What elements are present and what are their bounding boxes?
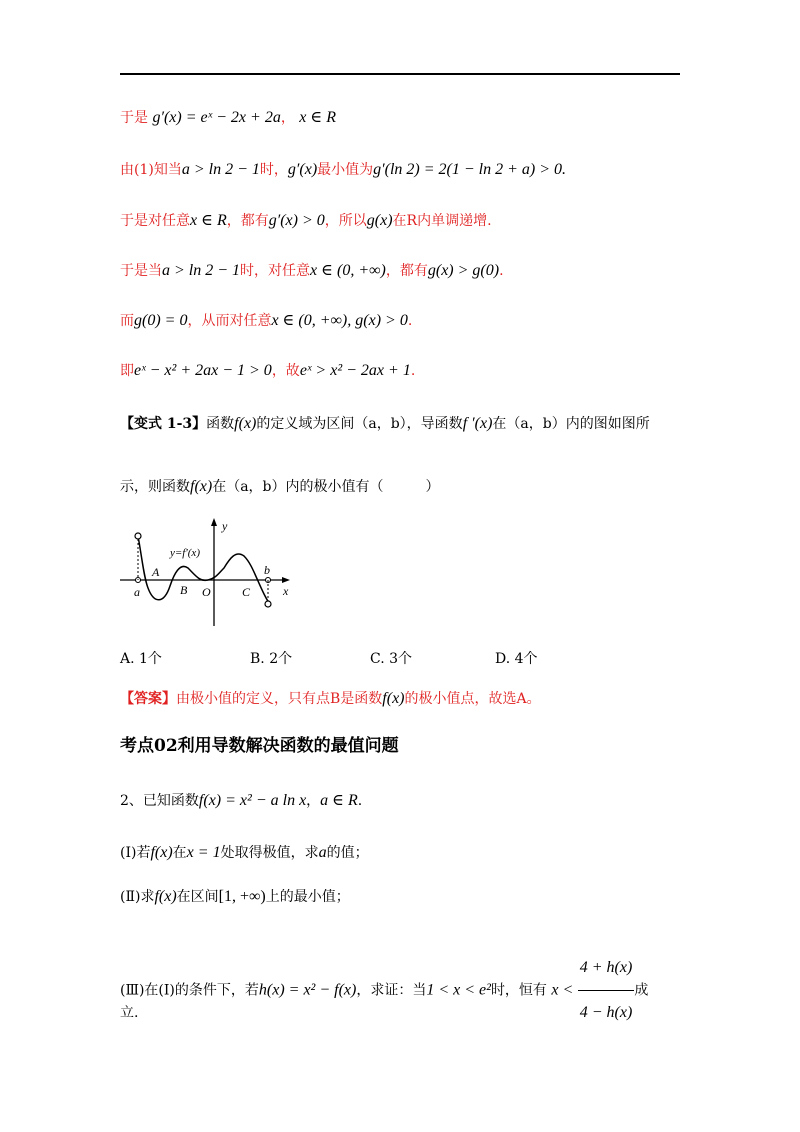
solution-line-1 [120,108,336,128]
math-expression: g′(x) [287,161,318,178]
point-label-O: O [202,585,211,599]
derivative-graph-figure [118,516,294,628]
fraction [578,946,635,1035]
point-label-A: A [152,565,160,579]
text: 在区间 [176,889,219,905]
text: ， [306,793,321,809]
math-expression: f(x) [382,690,405,707]
text: 的值； [326,845,369,861]
text: . [410,363,416,379]
text: 示，则函数 [120,479,190,495]
math-expression: g(0) = 0 [134,312,188,329]
point-label-B: B [180,583,188,597]
text: ，求证：当 [356,982,427,999]
text: (Ⅰ)若 [120,845,151,861]
text: 的定义域为区间（a，b），导函数 [256,416,463,432]
fraction-denominator: 4 − h(x) [579,1004,633,1021]
text: ，都有 [385,263,428,279]
text: 的极小值点，故选A。 [404,691,541,707]
answer-tag: 【答案】 [120,691,176,707]
y-axis-arrow [211,518,217,526]
right-endpoint-open-circle [265,601,271,607]
text: 在R内单调递增 [392,213,488,229]
text: ，都有 [226,213,269,229]
variant-label: 【变式 1-3】 [120,416,207,432]
q2-part-2 [120,887,350,907]
math-expression: g′(x) = eˣ − 2x + 2a [152,109,281,126]
math-expression: a > ln 2 − 1 [162,262,241,279]
q2-part-3 [120,946,648,1035]
math-expression: x ∈ R [299,109,336,126]
math-expression: f(x) = x² − a ln x [198,792,307,809]
math-expression: x ∈ (0, +∞), g(x) > 0 [271,312,408,329]
text: 而 [120,313,134,329]
text: 由(1)知当 [120,162,182,178]
text: . [407,313,413,329]
text: 2、已知函数 [120,793,199,809]
solution-line-6 [120,361,415,381]
math-expression: 1 < x < e² [426,981,491,999]
point-label-a: a [134,585,140,599]
q2-part-3-continued [120,1003,138,1023]
curve-label: y=f′(x) [170,547,200,559]
math-expression: f(x) [150,844,173,861]
header-rule [120,73,680,75]
math-expression: f(x) [154,888,177,905]
option-d[interactable]: D. 4个 [495,651,538,667]
variant-question-line-1 [120,414,650,434]
x-axis-arrow [282,577,290,583]
math-expression: f(x) [190,478,213,495]
solution-line-5 [120,311,412,331]
math-expression: [1, +∞) [218,888,266,905]
text: . [499,263,504,279]
text: 最小值为 [317,162,374,178]
math-expression: x ∈ (0, +∞) [310,262,386,279]
math-expression: g′(x) > 0 [268,212,325,229]
option-b[interactable]: B. 2个 [250,651,293,667]
math-expression: g′(ln 2) = 2(1 − ln 2 + a) > 0. [373,161,567,178]
variant-question-line-2 [120,477,440,497]
solution-line-3 [120,211,492,231]
text: 时，对任意 [240,263,311,279]
text: 处取得极值，求 [220,845,319,861]
text: ，所以 [324,213,367,229]
math-expression: f ′(x) [462,415,493,432]
point-label-C: C [242,585,251,599]
y-axis-label: y [222,519,228,533]
text: . [487,213,492,229]
text: ，故 [271,363,300,379]
text: 于是对任意 [120,213,190,229]
text: (Ⅱ)求 [120,889,155,905]
text: 即 [120,363,134,379]
answer-line [120,689,541,709]
text: 由极小值的定义，只有点B是函数 [176,691,383,707]
q2-part-1 [120,843,369,863]
text: 在（a，b）内的图如图所 [492,416,650,432]
math-expression: a [318,844,327,861]
math-expression: a ∈ R [320,792,358,809]
text: 于是当 [120,263,162,279]
math-expression: eˣ − x² + 2ax − 1 > 0 [134,362,272,379]
math-expression: h(x) = x² − f(x) [258,981,357,999]
math-expression: x = 1 [186,844,221,861]
text: (Ⅲ)在(Ⅰ)的条件下，若 [120,982,259,999]
text: ，从而对任意 [187,313,272,329]
option-c[interactable]: C. 3个 [370,651,413,667]
section-heading: 考点02利用导数解决函数的最值问题 [120,736,399,756]
text: 时，恒有 [490,982,547,999]
math-expression: eˣ > x² − 2ax + 1 [299,362,411,379]
text: 上的最小值； [265,889,350,905]
text: 立. [120,1005,139,1021]
solution-line-4 [120,261,504,281]
math-expression: x < [551,981,574,999]
point-label-b: b [264,563,270,577]
option-a[interactable]: A. 1个 [120,651,162,667]
text: . [357,793,363,809]
math-expression: x ∈ R [190,212,227,229]
left-endpoint-open-circle [135,533,141,539]
text: 在 [172,845,187,861]
text: 时， [259,162,288,178]
text: 函数 [206,416,235,432]
text: 于是 [120,110,148,126]
text: 成 [634,982,649,999]
math-expression: f(x) [234,415,257,432]
x-axis-label: x [283,584,289,598]
math-expression: g(x) [366,212,393,229]
math-expression: g(x) > g(0) [427,262,500,279]
text: 在（a，b）内的极小值有（ ） [212,479,440,495]
fraction-numerator: 4 + h(x) [578,946,635,991]
solution-line-2 [120,160,566,180]
q2-intro-line [120,791,362,811]
text: ， [280,110,295,126]
math-expression: a > ln 2 − 1 [181,161,260,178]
